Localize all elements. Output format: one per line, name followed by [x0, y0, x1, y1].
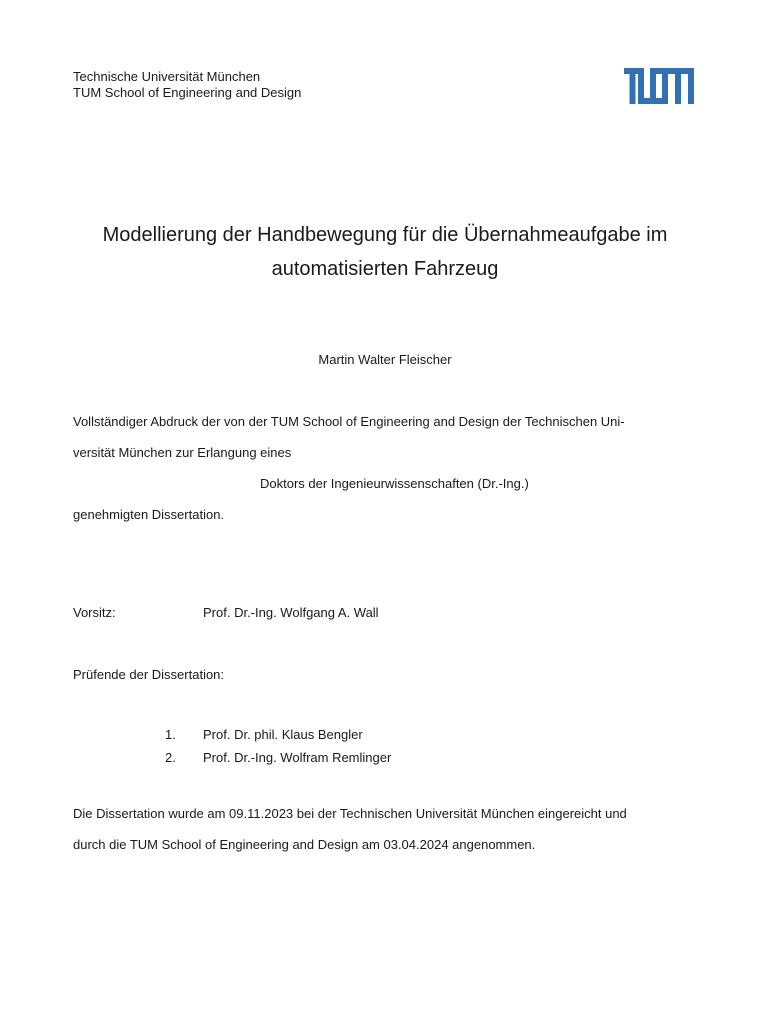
school-name: TUM School of Engineering and Design	[73, 85, 302, 100]
submission-line-2: durch die TUM School of Engineering and Design am 03.04.2024 angenommen.	[73, 837, 536, 852]
submission-line-1: Die Dissertation wurde am 09.11.2023 bei der Technischen Universität München eingereicht und	[73, 806, 627, 821]
dissertation-title	[40, 218, 730, 286]
university-name: Technische Universität München	[73, 69, 261, 84]
institution-header	[73, 69, 301, 101]
chair-name: Prof. Dr.-Ing. Wolfgang A. Wall	[203, 605, 379, 620]
statement-line-1: Vollständiger Abdruck der von der TUM School of Engineering and Design der Technischen Uni-	[73, 414, 625, 429]
examiner-number: 2.	[165, 750, 176, 765]
examiners-label: Prüfende der Dissertation:	[73, 667, 225, 682]
examiner-name: Prof. Dr.-Ing. Wolfram Remlinger	[203, 750, 392, 765]
tum-logo-icon	[624, 68, 694, 104]
statement-line-2: versität München zur Erlangung eines	[73, 445, 292, 460]
title-line-1: Modellierung der Handbewegung für die Übernahmeaufgabe im	[102, 224, 668, 246]
examiner-name: Prof. Dr. phil. Klaus Bengler	[203, 727, 363, 742]
chair-label: Vorsitz:	[73, 605, 116, 620]
degree-title: Doktors der Ingenieurwissenschaften (Dr.-Ing.)	[260, 476, 529, 491]
title-line-2: automatisierten Fahrzeug	[271, 258, 499, 280]
examiner-number: 1.	[165, 727, 176, 742]
statement-line-4: genehmigten Dissertation.	[73, 507, 225, 522]
author-name: Martin Walter Fleischer	[318, 352, 452, 367]
